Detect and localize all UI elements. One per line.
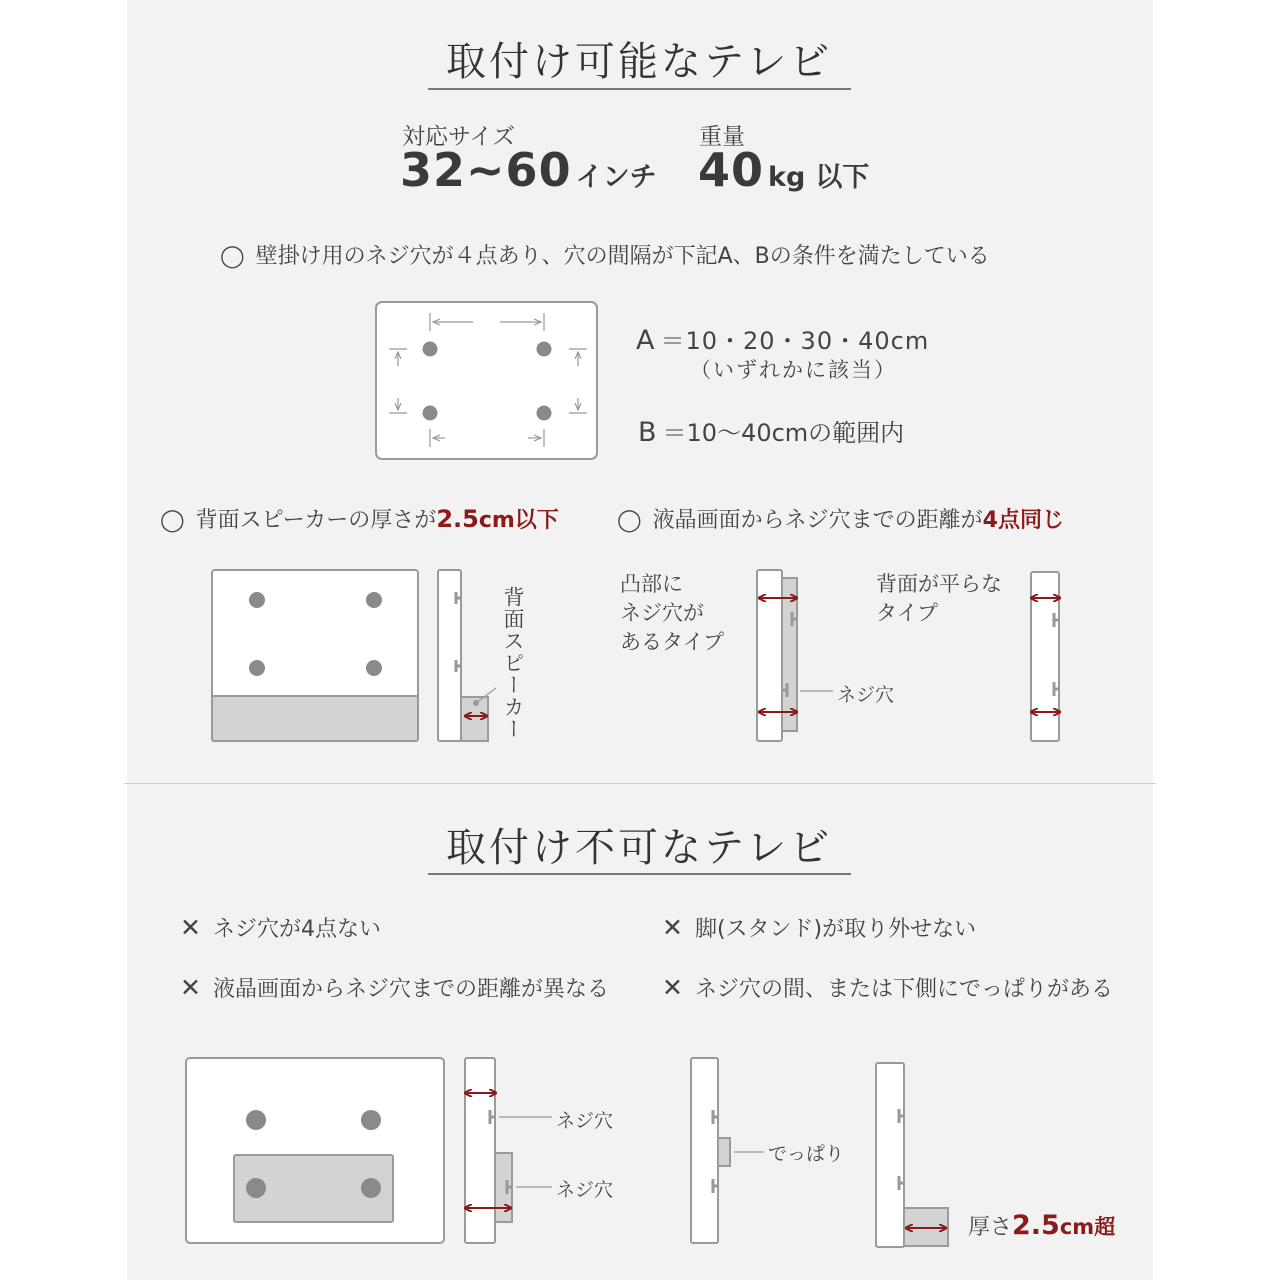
condition-distance-highlight: 4点同じ (982, 508, 1064, 533)
x-mark-icon: ✕ (662, 913, 683, 942)
thick-stand-tv-side (876, 1063, 948, 1247)
convex-type-label: 凸部に ネジ穴が あるタイプ (620, 572, 724, 654)
speaker-tv-back (212, 570, 418, 741)
circle-mark-icon: ◯ (617, 508, 642, 533)
thickness-unit: cm超 (1059, 1215, 1116, 1239)
speaker-thickness-value: 2.5 (436, 505, 479, 533)
circle-mark-icon: ◯ (220, 244, 245, 269)
protrusion-label: でっぱり (768, 1143, 845, 1165)
different-distance-tv-back (186, 1058, 444, 1243)
weight-label: 重量 (699, 124, 745, 150)
different-distance-tv-side (465, 1058, 552, 1243)
x-mark-icon: ✕ (180, 973, 201, 1002)
bottom-screw-hole-label-1: ネジ穴 (556, 1110, 614, 1132)
thickness-prefix: 厚さ (968, 1215, 1013, 1240)
flat-type-side (1031, 572, 1060, 741)
b-rule-text: ＝10〜40cmの範囲内 (662, 419, 905, 447)
impossible-title: 取付け不可なテレビ (446, 825, 833, 871)
protrusion-tv-side (691, 1058, 764, 1243)
stand-not-removable-item: ✕ 脚(スタンド)が取り外せない (662, 913, 977, 942)
possible-title: 取付け可能なテレビ (446, 39, 833, 85)
tv-back-outline (376, 302, 597, 459)
size-label: 対応サイズ (402, 124, 516, 150)
speaker-vertical-label: 背面スピーカー (501, 586, 525, 740)
weight-value: 40 (698, 143, 765, 197)
speaker-block (212, 696, 418, 741)
screw-hole-label: ネジ穴 (837, 684, 895, 706)
bottom-screw-hole-label-2: ネジ穴 (556, 1179, 614, 1201)
protrusion-item: ✕ ネジ穴の間、または下側にでっぱりがある (662, 973, 1113, 1002)
different-distance-item: ✕ 液晶画面からネジ穴までの距離が異なる (180, 973, 609, 1002)
screw-hole-dot (423, 342, 438, 357)
b-rule-letter: B (638, 417, 657, 448)
speaker-thickness-unit: cm以下 (478, 508, 559, 533)
condition-speaker-text: 背面スピーカーの厚さが (195, 508, 437, 533)
weight-unit: kg (768, 162, 806, 193)
flat-type-label: 背面が平らな タイプ (876, 572, 1002, 625)
condition-holes-text: 壁掛け用のネジ穴が４点あり、穴の間隔が下記A、Bの条件を満たしている (255, 244, 990, 269)
convex-type-side (757, 570, 833, 741)
screw-hole-dot (537, 342, 552, 357)
weight-suffix: 以下 (815, 162, 870, 193)
x-mark-icon: ✕ (662, 973, 683, 1002)
size-value: 32~60 (400, 143, 572, 197)
size-unit: インチ (575, 162, 657, 193)
no-4-holes-item: ✕ ネジ穴が4点ない (180, 913, 381, 942)
x-mark-icon: ✕ (180, 913, 201, 942)
screw-hole-dot (423, 406, 438, 421)
screw-hole-dot (537, 406, 552, 421)
thickness-value: 2.5 (1012, 1210, 1060, 1241)
speaker-tv-side (438, 570, 496, 741)
a-rule-letter: A (636, 325, 655, 356)
hole-spacing-diagram (376, 302, 597, 459)
circle-mark-icon: ◯ (160, 508, 185, 533)
a-rule-text: ＝10・20・30・40cm (660, 327, 930, 355)
a-rule-note: （いずれかに該当） (690, 358, 897, 382)
condition-distance-text: 液晶画面からネジ穴までの距離が (652, 508, 983, 533)
